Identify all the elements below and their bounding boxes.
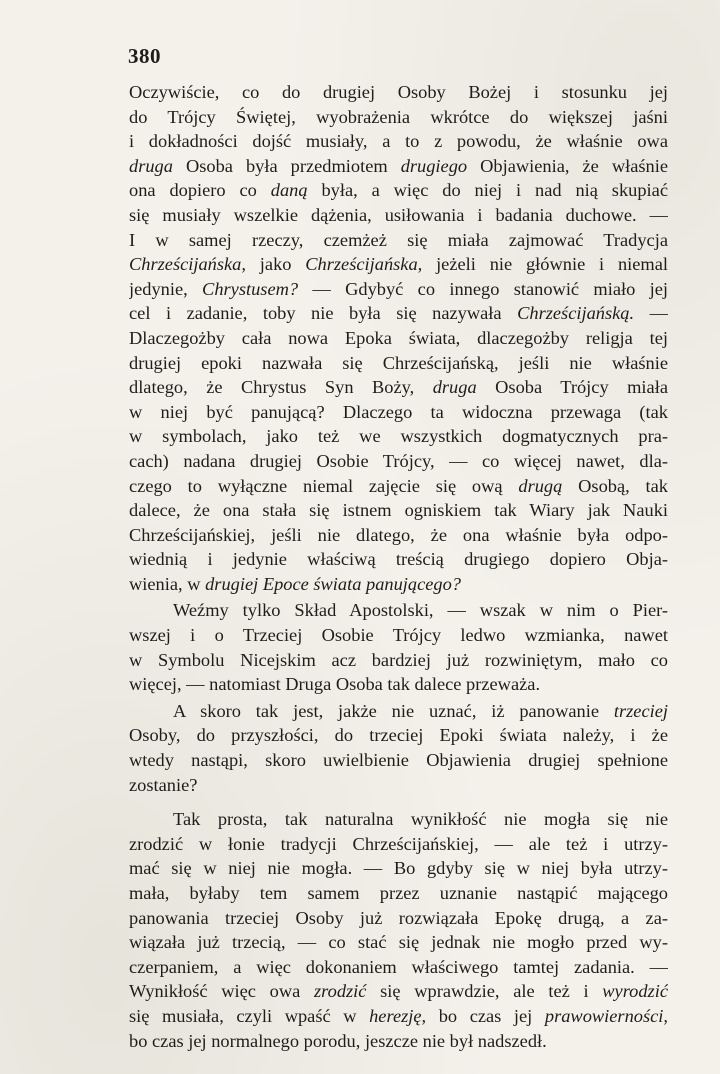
text-segment: w niej być panującą? Dlaczego ta widoczna przewaga (tak xyxy=(129,401,668,422)
text-segment: jeżeli nie głównie i niemal xyxy=(422,254,668,275)
text-line xyxy=(129,252,668,277)
text-line xyxy=(129,375,668,400)
text-line xyxy=(129,979,668,1004)
text-segment: drugiej epoki nazwała się Chrześcijańską, jeśli nie właśnie xyxy=(129,352,668,373)
text-segment: w symbolach, jako też we wszystkich dogmatycznych pra- xyxy=(129,426,668,447)
italic-text: drugiego xyxy=(400,155,468,176)
text-line xyxy=(129,699,668,724)
text-line xyxy=(129,424,668,449)
text-line xyxy=(129,881,668,906)
text-line xyxy=(129,277,668,302)
text-segment: się musiały wszelkie dążenia, usiłowania i badania duchowe. — xyxy=(129,204,668,225)
text-line xyxy=(129,856,668,881)
text-segment: mała, byłaby tem samem przez uznanie nastąpić mającego xyxy=(129,883,668,903)
text-line xyxy=(129,129,668,154)
text-segment: do Trójcy Świętej, wyobrażenia wkrótce do większej jaśni xyxy=(129,106,668,127)
text-segment: A skoro tak jest, jakże nie uznać, iż panowanie xyxy=(173,700,614,721)
text-segment: — Gdybyć co innego stanowić miało jej xyxy=(298,278,668,299)
text-line xyxy=(129,547,668,572)
text-segment: Dlaczegożby cała nowa Epoka świata, dlaczegożby religja tej xyxy=(129,327,668,348)
text-segment: się musiała, czyli wpaść w xyxy=(129,1005,370,1026)
text-line xyxy=(129,748,668,773)
text-segment: wszej i o Trzeciej Osobie Trójcy ledwo wzmianka, nawet xyxy=(129,625,668,646)
italic-text: druga xyxy=(129,155,173,176)
text-line xyxy=(129,723,668,748)
text-line xyxy=(129,955,668,980)
text-segment: Objawienia, że właśnie xyxy=(467,155,668,176)
text-line xyxy=(129,523,668,548)
text-segment: zostanie? xyxy=(129,774,198,795)
text-line xyxy=(129,1004,668,1029)
text-segment: czerpaniem, a więc dokonaniem właściwego tamtej zadania. — xyxy=(129,956,668,977)
text-line xyxy=(129,672,668,697)
text-segment: wiednią i jedynie właściwą treścią drugiego dopiero Obja- xyxy=(129,549,668,570)
text-segment: cach) nadana drugiej Osobie Trójcy, — co więcej nawet, dla- xyxy=(129,450,668,471)
text-segment: wtedy nastąpi, skoro uwielbienie Objawienia drugiej spełnione xyxy=(129,750,668,771)
text-line xyxy=(129,178,668,203)
text-segment: mać się w niej nie mogła. — Bo gdyby się w niej była utrzy- xyxy=(129,858,668,879)
text-segment: czego to wyłączne niemal zajęcie się ową xyxy=(129,475,519,496)
italic-text: daną xyxy=(270,180,308,201)
text-segment: bo czas jej normalnego porodu, jeszcze nie był nadszedł. xyxy=(129,1030,547,1051)
text-line xyxy=(129,154,668,179)
text-line xyxy=(129,930,668,955)
italic-text: herezję, xyxy=(369,1005,427,1026)
text-segment: i dokładności dojść musiały, a to z powodu, że właśnie owa xyxy=(129,131,668,152)
text-line xyxy=(129,203,668,228)
text-segment: Osobą, tak xyxy=(562,475,668,496)
text-segment: bo czas jej xyxy=(426,1005,545,1026)
text-segment: Chrześcijańskiej, jeśli nie dlatego, że ona właśnie była odpo- xyxy=(129,524,668,545)
text-segment: ona dopiero co xyxy=(129,180,271,201)
text-line xyxy=(129,648,668,673)
text-line xyxy=(129,572,668,597)
text-segment: I w samej rzeczy, czemżeż się miała zajmować Tradycja xyxy=(129,229,668,250)
italic-text: drugiej Epoce świata panującego? xyxy=(205,573,462,594)
text-segment: Oczywiście, co do drugiej Osoby Bożej i stosunku jej xyxy=(129,82,668,102)
italic-text: trzeciej xyxy=(613,700,668,721)
text-line xyxy=(129,105,668,130)
text-segment: była, a więc do niej i nad nią skupiać xyxy=(307,180,668,201)
text-segment: wiązała już trzecią, — co stać się jednak nie mogło przed wy- xyxy=(129,932,668,953)
italic-text: druga xyxy=(432,377,477,398)
text-segment: Osoba Trójcy miała xyxy=(476,377,668,398)
text-line xyxy=(129,598,668,623)
text-line xyxy=(129,906,668,931)
text-segment: się wprawdzie, ale też i xyxy=(366,981,603,1002)
text-segment: Weźmy tylko Skład Apostolski, — wszak w nim o Pier- xyxy=(173,600,668,621)
text-line xyxy=(129,228,668,253)
text-line xyxy=(129,326,668,351)
text-segment: jako xyxy=(245,254,306,275)
text-line xyxy=(129,832,668,857)
italic-text: drugą xyxy=(518,475,563,496)
text-segment: Osoba była przedmiotem xyxy=(172,155,401,176)
italic-text: Chrystusem? xyxy=(202,278,299,299)
text-line xyxy=(129,498,668,523)
italic-text: wyrodzić xyxy=(602,981,668,1002)
text-line xyxy=(129,1029,668,1054)
text-line xyxy=(129,80,668,105)
text-segment: dalece, że ona stała się istnem ogniskiem tak Wiary jak Nauki xyxy=(129,500,668,521)
text-segment: dlatego, że Chrystus Syn Boży, xyxy=(129,377,433,398)
text-segment: wienia, w xyxy=(129,573,206,594)
text-line xyxy=(129,351,668,376)
italic-text: zrodzić xyxy=(314,981,367,1002)
text-segment: zrodzić w łonie tradycji Chrześcijańskiej, — ale też i utrzy- xyxy=(129,833,668,854)
paragraph-gap xyxy=(129,797,668,807)
text-line xyxy=(129,623,668,648)
italic-text: Chrześcijańska, xyxy=(305,254,423,275)
text-segment: panowania trzeciej Osoby już rozwiązała Epokę drugą, a za- xyxy=(129,907,668,928)
text-line xyxy=(129,301,668,326)
italic-text: prawowierności, xyxy=(544,1005,668,1026)
text-line xyxy=(129,807,668,832)
text-line xyxy=(129,400,668,425)
text-segment: jedynie, xyxy=(129,278,203,299)
text-segment: Osoby, do przyszłości, do trzeciej Epoki świata należy, i że xyxy=(129,725,668,746)
text-segment: Wynikłość więc owa xyxy=(129,981,314,1002)
text-line xyxy=(129,773,668,798)
text-segment: Tak prosta, tak naturalna wynikłość nie mogła się nie xyxy=(173,809,668,830)
text-segment: — xyxy=(634,303,668,324)
text-segment: więcej, — natomiast Druga Osoba tak dalece przeważa. xyxy=(129,674,541,695)
text-line xyxy=(129,449,668,474)
text-body xyxy=(129,80,668,1053)
page-number: 380 xyxy=(128,44,161,68)
italic-text: Chrześcijańską. xyxy=(517,303,635,324)
text-segment: w Symbolu Nicejskim acz bardziej już rozwiniętym, mało co xyxy=(129,649,668,670)
italic-text: Chrześcijańska, xyxy=(129,254,246,275)
text-line xyxy=(129,474,668,499)
text-segment: cel i zadanie, toby nie była się nazywała xyxy=(129,303,518,324)
